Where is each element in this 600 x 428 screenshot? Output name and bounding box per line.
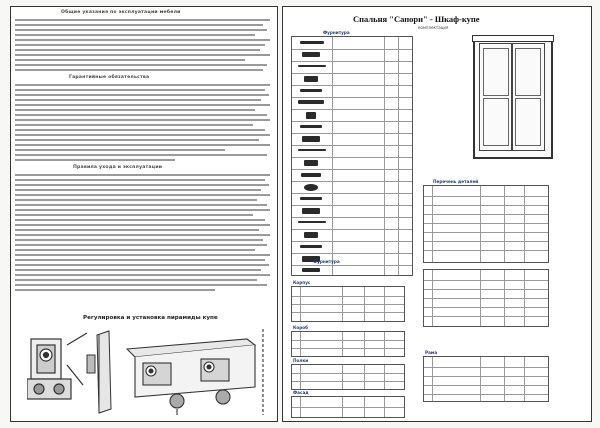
right-page [282,6,592,422]
door-left [479,43,513,151]
fittings-caption-2: Фурнитура [313,259,340,264]
general-instructions-title: Общие указания по эксплуатации мебели [61,10,181,15]
profile-illustration [87,331,111,413]
wardrobe-drawing [473,37,553,159]
warranty-title: Гарантийные обязательства [69,75,150,80]
frame-caption: Рама [425,350,438,355]
illustration-title: Регулировка и установка пирамиды купе [83,315,218,321]
product-title: Спальня "Сапори" - Шкаф-купе [353,14,480,24]
parts-list-table [423,185,549,263]
roller-adjustment-illustration [27,325,267,417]
facade-caption: Фасад [293,390,309,395]
bracket-illustration-left [27,333,87,399]
detail-table-2 [423,269,549,327]
parts-list-caption: Перечень деталей [433,179,479,184]
fittings-table [291,36,413,276]
fittings-caption: Фурнитура [323,30,350,35]
left-page [10,6,278,422]
roller-assembly-illustration [127,329,263,415]
product-subtitle: комплектация [418,25,449,30]
door-right [511,43,545,151]
shelves-caption: Полки [293,358,309,363]
body-caption: Корпус [293,280,311,285]
frame-table [423,356,549,402]
box-table [291,331,405,357]
shelves-table [291,364,405,390]
box-caption: Короб [293,325,309,330]
care-rules-title: Правила ухода и эксплуатации [73,165,163,170]
facade-table [291,396,405,418]
body-table [291,286,405,322]
